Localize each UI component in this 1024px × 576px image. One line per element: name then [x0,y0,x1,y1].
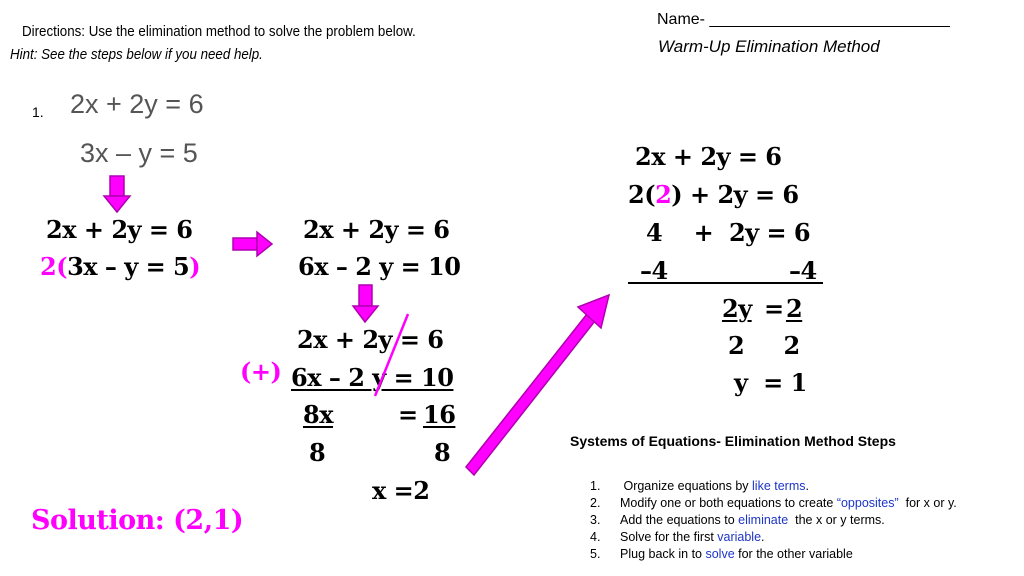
down-arrow-icon [353,285,378,322]
right-arrow-icon [233,232,272,256]
sub-line-4-right: –4 [789,256,817,285]
sub-line-6: 2 2 [728,331,800,360]
problem-number: 1. [32,104,44,120]
step2-equation-1: 2x + 2y = 6 [303,215,450,244]
sub-line-2-post: ) + 2y = 6 [671,180,799,209]
addition-sign: (+) [240,357,282,386]
step-item: 3. Add the equations to eliminate the x or y terms. [590,513,885,527]
name-field: Name- ___________________________ [657,11,950,28]
sum-equals: = [398,400,418,429]
step-item: 5. Plug back in to solve for the other variable [590,547,853,561]
step3-equation-1: 2x + 2y = 6 [297,325,444,354]
sub-line-5-eq: = [764,294,784,323]
sub-line-5-lhs: 2y [722,294,752,323]
step-item: 4. Solve for the first variable. [590,530,765,544]
problem-equation-2: 3x – y = 5 [80,138,198,168]
solution-text: Solution: (2,1) [31,505,244,536]
sum-rhs: 16 [423,400,456,429]
multiplier: 2( [40,252,68,281]
step-item: 1. Organize equations by like terms. [590,479,809,493]
step-item: 2. Modify one or both equations to create “opposites” for x or y. [590,496,957,510]
worksheet-subtitle: Warm-Up Elimination Method [658,37,880,56]
sub-line-1: 2x + 2y = 6 [635,142,782,171]
sub-line-3: 4 + 2y = 6 [646,218,811,247]
y-result: y = 1 [734,368,807,397]
hint-text: Hint: See the steps below if you need help. [10,47,263,63]
divisor-left: 8 [309,438,326,467]
step3-equation-2: 6x – 2 y = 10 [291,363,454,392]
sub-line-4-left: –4 [640,256,668,285]
substituted-x: 2 [655,180,672,209]
sub-line-5-rhs: 2 [786,294,803,323]
cancel-slash [375,314,408,396]
diagonal-arrow-icon [466,295,609,475]
sub-line-2-pre: 2( [628,180,656,209]
problem-equation-1: 2x + 2y = 6 [70,89,204,119]
sum-lhs: 8x [303,400,334,429]
step1-equation-2-inner: 3x – y = 5 [67,252,190,281]
steps-title: Systems of Equations- Elimination Method Steps [570,433,896,449]
directions-text: Directions: Use the elimination method to solve the problem below. [22,24,416,40]
multiplier-close: ) [189,252,201,281]
x-result: x =2 [372,476,430,505]
divisor-right: 8 [434,438,451,467]
down-arrow-icon [104,176,130,212]
step1-equation-1: 2x + 2y = 6 [46,215,193,244]
step2-equation-2: 6x – 2 y = 10 [298,252,461,281]
